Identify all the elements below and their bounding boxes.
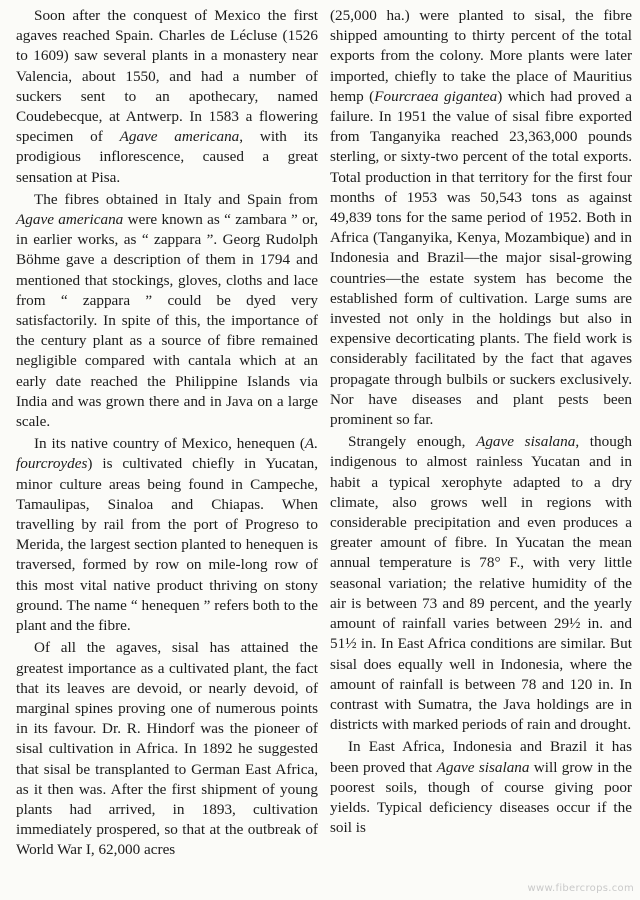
text-run: Soon after the conquest of Mexico the first agaves reached Spain. Charles de Lécluse (1526 to 1609) saw several plants in a monastery near Valencia, about 1550, and had a number of suckers sent to an apothecary, named Coudebecque, at Antwerp. In 1583 a flowering specimen of <box>16 7 318 146</box>
paragraph <box>330 432 632 735</box>
text-run: In East Africa, Indonesia and Brazil it has been proved that <box>330 738 632 776</box>
text-run: ) which had proved a failure. In 1951 the value of sisal fibre exported from Tanganyika reached 23,363,000 pounds sterling, or sixty-two percent of the total exports. Total production in that territory for the first four months of 1953 was 50,543 tons as against 49,839 tons for the same period of 1952. Both in Africa (Tanganyika, Kenya, Mozambique) and in Indonesia and Brazil—the major sisal-growing countries—the estate system has become the established form of cultivation. Large sums are invested not only in the holdings but also in expensive decorticating plants. The field work is considerably facilitated by the fact that agaves propagate through bulbils or suckers exclusively. Nor have diseases and plant pests been prominent so far. <box>330 87 632 429</box>
species-name: Agave sisalana <box>476 433 576 451</box>
paragraph <box>330 737 632 838</box>
species-name: Fourcraea gigantea <box>374 87 498 105</box>
text-column-left <box>16 6 318 863</box>
text-run: The fibres obtained in Italy and Spain from <box>34 190 318 208</box>
text-run: Of all the agaves, sisal has attained the greatest importance as a cultivated plant, the fact that its leaves are devoid, or nearly devoid, of marginal spines proving one of numerous points in its favour. Dr. R. Hindorf was the pioneer of sisal cultivation in Africa. In 1892 he suggested that sisal be transplanted to German East Africa, as it then was. After the first shipment of young plants had arrived, in 1893, cultivation immediately prospered, so that at the outbreak of World War I, 62,000 acres <box>16 639 318 859</box>
species-name: Agave americana <box>119 128 240 146</box>
text-run: ) is cultivated chiefly in Yucatan, minor culture areas being found in Campeche, Tamaulipas, Sinaloa and Chiapas. When travelling by rail from the port of Progreso to Merida, the largest section planted to henequen is traversed, formed by row on mile-long row of this most vital native product thriving on stony ground. The name “ henequen ” refers both to the plant and the fibre. <box>16 455 318 635</box>
species-name: A. fourcroydes <box>16 435 318 473</box>
text-run: , though indigenous to almost rainless Yucatan and in habit a typical xerophyte adapted to a dry climate, also grows well in regions with considerable precipitation and even produces a greater amount of fibre. In Yucatan the mean annual temperature is 78° F., with very little seasonal variation; the relative humidity of the air is between 73 and 89 percent, and the yearly amount of rainfall varies between 29½ in. and 51½ in. In East Africa conditions are similar. But sisal does equally well in Indonesia, where the amount of rainfall is between 78 and 120 in. In contrast with Sumatra, the Java holdings are in districts with marked periods of rain and drought. <box>330 433 632 734</box>
species-name: Agave sisalana <box>436 758 530 776</box>
paragraph <box>16 190 318 432</box>
text-run: will grow in the poorest soils, though of course giving poor yields. Typical deficiency diseases occur if the soil is <box>330 758 632 837</box>
species-name: Agave americana <box>16 211 124 229</box>
text-run: In its native country of Mexico, henequen ( <box>34 435 305 453</box>
text-run: Strangely enough, <box>348 433 477 451</box>
watermark: www.fibercrops.com <box>527 883 634 894</box>
paragraph <box>16 6 318 188</box>
text-run: (25,000 ha.) were planted to sisal, the fibre shipped amounting to thirty percent of the total exports from the colony. More plants were later imported, chiefly to take the place of Mauritius hemp ( <box>330 7 632 105</box>
text-run: were known as “ zambara ” or, in earlier works, as “ zappara ”. Georg Rudolph Böhme gave a description of them in 1794 and mentioned that stockings, gloves, cloths and lace from “ zappara ” could be dyed very satisfactorily. In spite of this, the importance of the century plant as a source of fibre remained negligible compared with cantala which at an early date reached the Philippine Islands via India and was grown there and in Java on a large scale. <box>16 211 318 431</box>
text-run: , with its prodigious inflorescence, caused a great sensation at Pisa. <box>16 128 318 186</box>
paragraph <box>16 434 318 636</box>
paragraph <box>16 638 318 860</box>
text-column-right <box>330 6 632 840</box>
paragraph-continued <box>330 6 632 430</box>
